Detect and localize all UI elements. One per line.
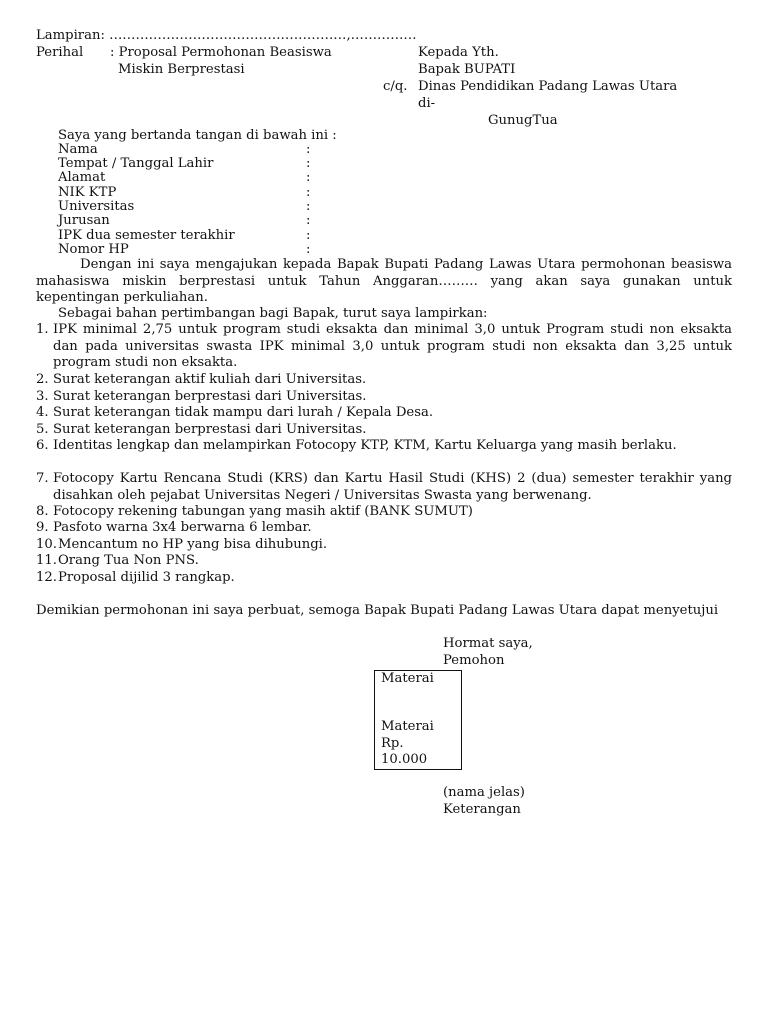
- field-label-ipk: IPK dua semester terakhir: [58, 228, 235, 243]
- list-text: Fotocopy Kartu Rencana Studi (KRS) dan Kartu Hasil Studi (KHS) 2 (dua) semester terakhir yang disahkan oleh pejabat Universitas Negeri / Universitas Swasta yang berwenang.: [53, 471, 732, 503]
- list-number: 11.: [36, 553, 57, 568]
- list-item: [36, 322, 732, 372]
- list-number: 6.: [36, 438, 49, 453]
- list-item: [36, 504, 732, 521]
- list-text: Pasfoto warna 3x4 berwarna 6 lembar.: [53, 520, 312, 535]
- signature-name: (nama jelas): [443, 785, 525, 800]
- list-text: Surat keterangan berprestasi dari Universitas.: [53, 389, 367, 404]
- list-text: Proposal dijilid 3 rangkap.: [58, 570, 235, 585]
- signature-regards: Hormat saya,: [443, 636, 533, 651]
- list-number: 5.: [36, 422, 49, 437]
- closing-paragraph: Demikian permohonan ini saya perbuat, semoga Bapak Bupati Padang Lawas Utara dapat menyetujui: [36, 603, 719, 618]
- list-number: 12.: [36, 570, 57, 585]
- field-colon: :: [306, 242, 311, 257]
- recipient-di: di-: [418, 96, 436, 111]
- signature-note: Keterangan: [443, 802, 521, 817]
- lampiran-line: Lampiran: ………………………………………………,……………: [36, 28, 417, 43]
- recipient-name: Bapak BUPATI: [418, 62, 516, 77]
- stamp-title: Materai: [381, 671, 434, 686]
- list-number: 10.: [36, 537, 57, 552]
- field-colon: :: [306, 170, 311, 185]
- list-item: [36, 405, 732, 422]
- recipient-city: GunugTua: [488, 113, 558, 128]
- field-label-nama: Nama: [58, 142, 98, 157]
- recipient-salutation: Kepada Yth.: [418, 45, 499, 60]
- list-number: 1.: [36, 322, 49, 337]
- list-item: [36, 389, 732, 406]
- field-colon: :: [306, 199, 311, 214]
- field-label-nik: NIK KTP: [58, 185, 117, 200]
- attachment-intro: Sebagai bahan pertimbangan bagi Bapak, turut saya lampirkan:: [58, 306, 488, 321]
- list-item: [36, 422, 732, 439]
- field-colon: :: [306, 156, 311, 171]
- stamp-amount: 10.000: [381, 752, 428, 767]
- cq-label: c/q.: [383, 79, 408, 94]
- list-item: [36, 471, 732, 504]
- list-item: [36, 537, 732, 554]
- list-item: [36, 372, 732, 389]
- list-text: Surat keterangan aktif kuliah dari Universitas.: [53, 372, 367, 387]
- list-item: [36, 438, 732, 455]
- list-number: 8.: [36, 504, 49, 519]
- field-label-universitas: Universitas: [58, 199, 135, 214]
- request-paragraph: Dengan ini saya mengajukan kepada Bapak Bupati Padang Lawas Utara permohonan beasiswa mahasiswa miskin berprestasi untuk Tahun Anggaran……… yang akan saya gunakan untuk kepentingan perkuliahan.: [36, 257, 732, 305]
- field-colon: :: [306, 142, 311, 157]
- list-number: 2.: [36, 372, 49, 387]
- stamp-line: Rp.: [381, 736, 404, 751]
- stamp-line: Materai: [381, 719, 434, 734]
- perihal-subject: : Proposal Permohonan Beasiswa: [110, 45, 332, 60]
- perihal-subject-cont: Miskin Berprestasi: [118, 62, 245, 77]
- field-colon: :: [306, 228, 311, 243]
- field-label-hp: Nomor HP: [58, 242, 129, 257]
- list-number: 4.: [36, 405, 49, 420]
- field-label-alamat: Alamat: [58, 170, 106, 185]
- list-number: 7.: [36, 471, 49, 486]
- list-text: Surat keterangan berprestasi dari Universitas.: [53, 422, 367, 437]
- perihal-label: Perihal: [36, 45, 84, 60]
- signature-role: Pemohon: [443, 653, 505, 668]
- list-number: 3.: [36, 389, 49, 404]
- list-number: 9.: [36, 520, 49, 535]
- field-label-jurusan: Jurusan: [58, 213, 110, 228]
- list-item: [36, 570, 732, 587]
- list-text: Mencantum no HP yang bisa dihubungi.: [58, 537, 328, 552]
- recipient-office: Dinas Pendidikan Padang Lawas Utara: [418, 79, 678, 94]
- field-colon: :: [306, 213, 311, 228]
- list-text: Fotocopy rekening tabungan yang masih aktif (BANK SUMUT): [53, 504, 473, 519]
- list-item: [36, 520, 732, 537]
- list-text: IPK minimal 2,75 untuk program studi eksakta dan minimal 3,0 untuk Program studi non eksakta dan pada universitas swasta IPK minimal 3,0 untuk program studi non eksakta dan 3,25 untuk program studi non eksakta.: [53, 322, 732, 370]
- list-text: Surat keterangan tidak mampu dari lurah / Kepala Desa.: [53, 405, 434, 420]
- intro-line: Saya yang bertanda tangan di bawah ini :: [58, 128, 337, 143]
- list-text: Identitas lengkap dan melampirkan Fotocopy KTP, KTM, Kartu Keluarga yang masih berlaku.: [53, 438, 677, 453]
- list-text: Orang Tua Non PNS.: [58, 553, 199, 568]
- list-item: [36, 553, 732, 570]
- field-label-ttl: Tempat / Tanggal Lahir: [58, 156, 214, 171]
- stamp-box: [374, 670, 462, 770]
- field-colon: :: [306, 185, 311, 200]
